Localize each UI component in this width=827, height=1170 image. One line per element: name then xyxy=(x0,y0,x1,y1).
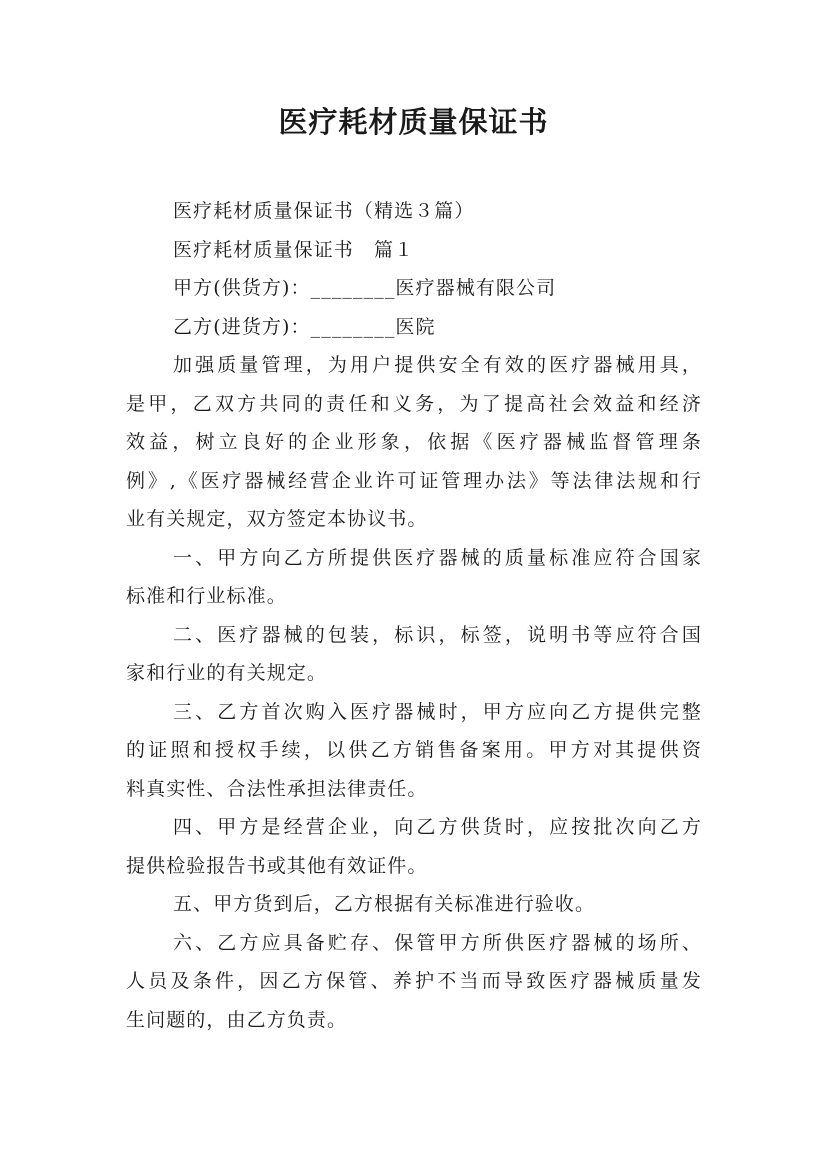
paragraph-line: 加强质量管理，为用户提供安全有效的医疗器械用具， xyxy=(173,354,702,376)
paragraph-line: 四、甲方是经营企业，向乙方供货时，应按批次向乙方 xyxy=(173,816,702,838)
paragraph-line: 六、乙方应具备贮存、保管甲方所供医疗器械的场所、 xyxy=(173,931,702,954)
paragraph-heading: 医疗耗材质量保证书 篇１ xyxy=(173,238,415,261)
paragraph-heading: 医疗耗材质量保证书（精选３篇） xyxy=(173,200,475,222)
paragraph-line: 标准和行业标准。 xyxy=(126,585,287,607)
party-a-line: 甲方(供货方)：________医疗器械有限公司 xyxy=(173,277,557,299)
paragraph-line: 三、乙方首次购入医疗器械时，甲方应向乙方提供完整 xyxy=(173,700,702,723)
paragraph-line: 家和行业的有关规定。 xyxy=(126,662,328,684)
paragraph-line: 生问题的，由乙方负责。 xyxy=(126,1008,348,1031)
paragraph-line: 提供检验报告书或其他有效证件。 xyxy=(126,854,428,877)
paragraph-line: 料真实性、合法性承担法律责任。 xyxy=(126,777,428,800)
paragraph-line: 二、医疗器械的包装，标识，标签，说明书等应符合国 xyxy=(173,623,702,646)
paragraph-line: 业有关规定，双方签定本协议书。 xyxy=(126,508,428,530)
document-title: 医疗耗材质量保证书 xyxy=(278,105,549,139)
paragraph-line: 五、甲方货到后，乙方根据有关标准进行验收。 xyxy=(173,893,596,915)
paragraph-line: 是甲，乙双方共同的责任和义务，为了提高社会效益和经济 xyxy=(126,392,702,415)
paragraph-line: 人员及条件，因乙方保管、养护不当而导致医疗器械质量发 xyxy=(126,970,702,992)
paragraph-line: 的证照和授权手续，以供乙方销售备案用。甲方对其提供资 xyxy=(126,739,702,761)
paragraph-line: 效益，树立良好的企业形象，依据《医疗器械监督管理条 xyxy=(126,431,702,453)
party-b-line: 乙方(进货方)：________医院 xyxy=(173,315,436,338)
document-body xyxy=(126,192,702,1039)
paragraph-line: 例》,《医疗器械经营企业许可证管理办法》等法律法规和行 xyxy=(126,469,702,492)
paragraph-line: 一、甲方向乙方所提供医疗器械的质量标准应符合国家 xyxy=(173,546,702,569)
